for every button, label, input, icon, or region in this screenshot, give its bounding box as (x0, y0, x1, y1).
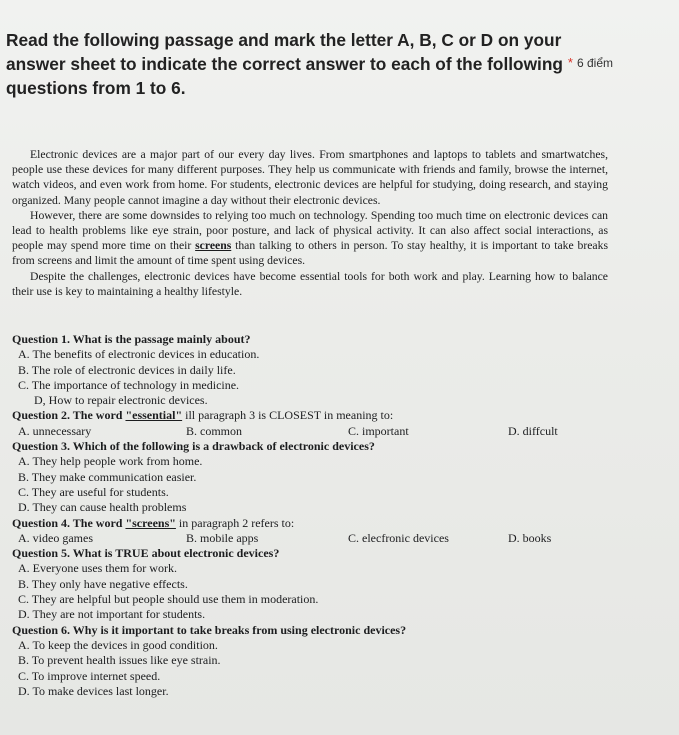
q2-option-a: A. unnecessary (18, 423, 92, 438)
q2-word: "essential" (125, 408, 183, 423)
q1-option-a: A. The benefits of electronic devices in education. (18, 347, 260, 362)
passage-paragraph-2 (12, 208, 608, 269)
q4-text-after: in paragraph 2 refers to: (175, 515, 295, 530)
required-star-icon: * (567, 55, 573, 70)
p2-text-before: However, there are some downsides to relying too much on technology. Spending too much time on electronic devices can lead to health problems like eye strain, poor posture, and lack of physical activity. It can also affect social interactions, as people may spend more time on their (12, 208, 608, 253)
passage-paragraph-1: Electronic devices are a major part of our every day lives. From smartphones and laptops to tablets and smartwatches, people use these devices for many different purposes. They help us communicate with friends and family, browse the internet, watch videos, and even work from home. For students, electronic devices are helpful for studying, doing research, and staying organized. Many people cannot imagine a day without their electronic devices. (12, 148, 608, 207)
p2-text-after: than talking to others in person. To stay healthy, it is important to take breaks from screens and limit the amount of time spent using devices. (12, 239, 608, 268)
q4-word: "screens" (125, 515, 176, 530)
q1-option-c: C. The importance of technology in medicine. (18, 377, 240, 392)
q2-options (12, 424, 612, 439)
q5-option-d: D. They are not important for students. (18, 607, 206, 622)
question-4 (12, 516, 612, 531)
q4-option-b: B. mobile apps (186, 530, 259, 545)
q1-option-b: B. The role of electronic devices in daily life. (18, 362, 236, 377)
questions-block (12, 332, 612, 699)
question-5: Question 5. What is TRUE about electronic devices? (12, 546, 280, 561)
reading-passage (12, 147, 608, 299)
q4-text-before: Question 4. The word (12, 515, 126, 530)
q6-option-b: B. To prevent health issues like eye strain. (18, 653, 221, 668)
q6-option-d: D. To make devices last longer. (18, 683, 169, 698)
question-6: Question 6. Why is it important to take breaks from using electronic devices? (12, 622, 407, 637)
q1-option-d: D, How to repair electronic devices. (34, 393, 208, 408)
q2-text-after: ill paragraph 3 is CLOSEST in meaning to: (182, 408, 394, 423)
q3-option-a: A. They help people work from home. (18, 454, 203, 469)
q2-option-c: C. important (348, 423, 409, 438)
q2-text-before: Question 2. The word (12, 408, 126, 423)
q2-option-d: D. diffcult (508, 423, 558, 438)
q4-option-c: C. elecfronic devices (348, 530, 449, 545)
q6-option-c: C. To improve internet speed. (18, 668, 161, 683)
points-label: 6 điểm (576, 56, 613, 70)
p2-underlined-word: screens (195, 239, 232, 253)
q4-option-d: D. books (508, 530, 552, 545)
q6-option-a: A. To keep the devices in good condition. (18, 637, 218, 652)
passage-paragraph-3: Despite the challenges, electronic devices have become essential tools for both work and play. Learning how to balance their use is key to maintaining a healthy lifestyle. (12, 269, 608, 298)
q5-option-c: C. They are helpful but people should use them in moderation. (18, 592, 319, 607)
question-3: Question 3. Which of the following is a drawback of electronic devices? (12, 439, 375, 454)
question-1: Question 1. What is the passage mainly about? (12, 332, 251, 346)
question-instruction: Read the following passage and mark the letter A, B, C or D on your answer sheet to indicate the correct answer to each of the following questions from 1 to 6. (6, 30, 563, 98)
q3-option-b: B. They make communication easier. (18, 469, 197, 484)
q3-option-d: D. They can cause health problems (18, 500, 187, 515)
q2-option-b: B. common (186, 423, 242, 438)
points-badge (568, 55, 613, 70)
q5-option-a: A. Everyone uses them for work. (18, 561, 177, 576)
q4-options (12, 531, 612, 546)
q5-option-b: B. They only have negative effects. (18, 576, 188, 591)
question-2 (12, 408, 612, 423)
q3-option-c: C. They are useful for students. (18, 484, 169, 499)
q4-option-a: A. video games (18, 530, 93, 545)
